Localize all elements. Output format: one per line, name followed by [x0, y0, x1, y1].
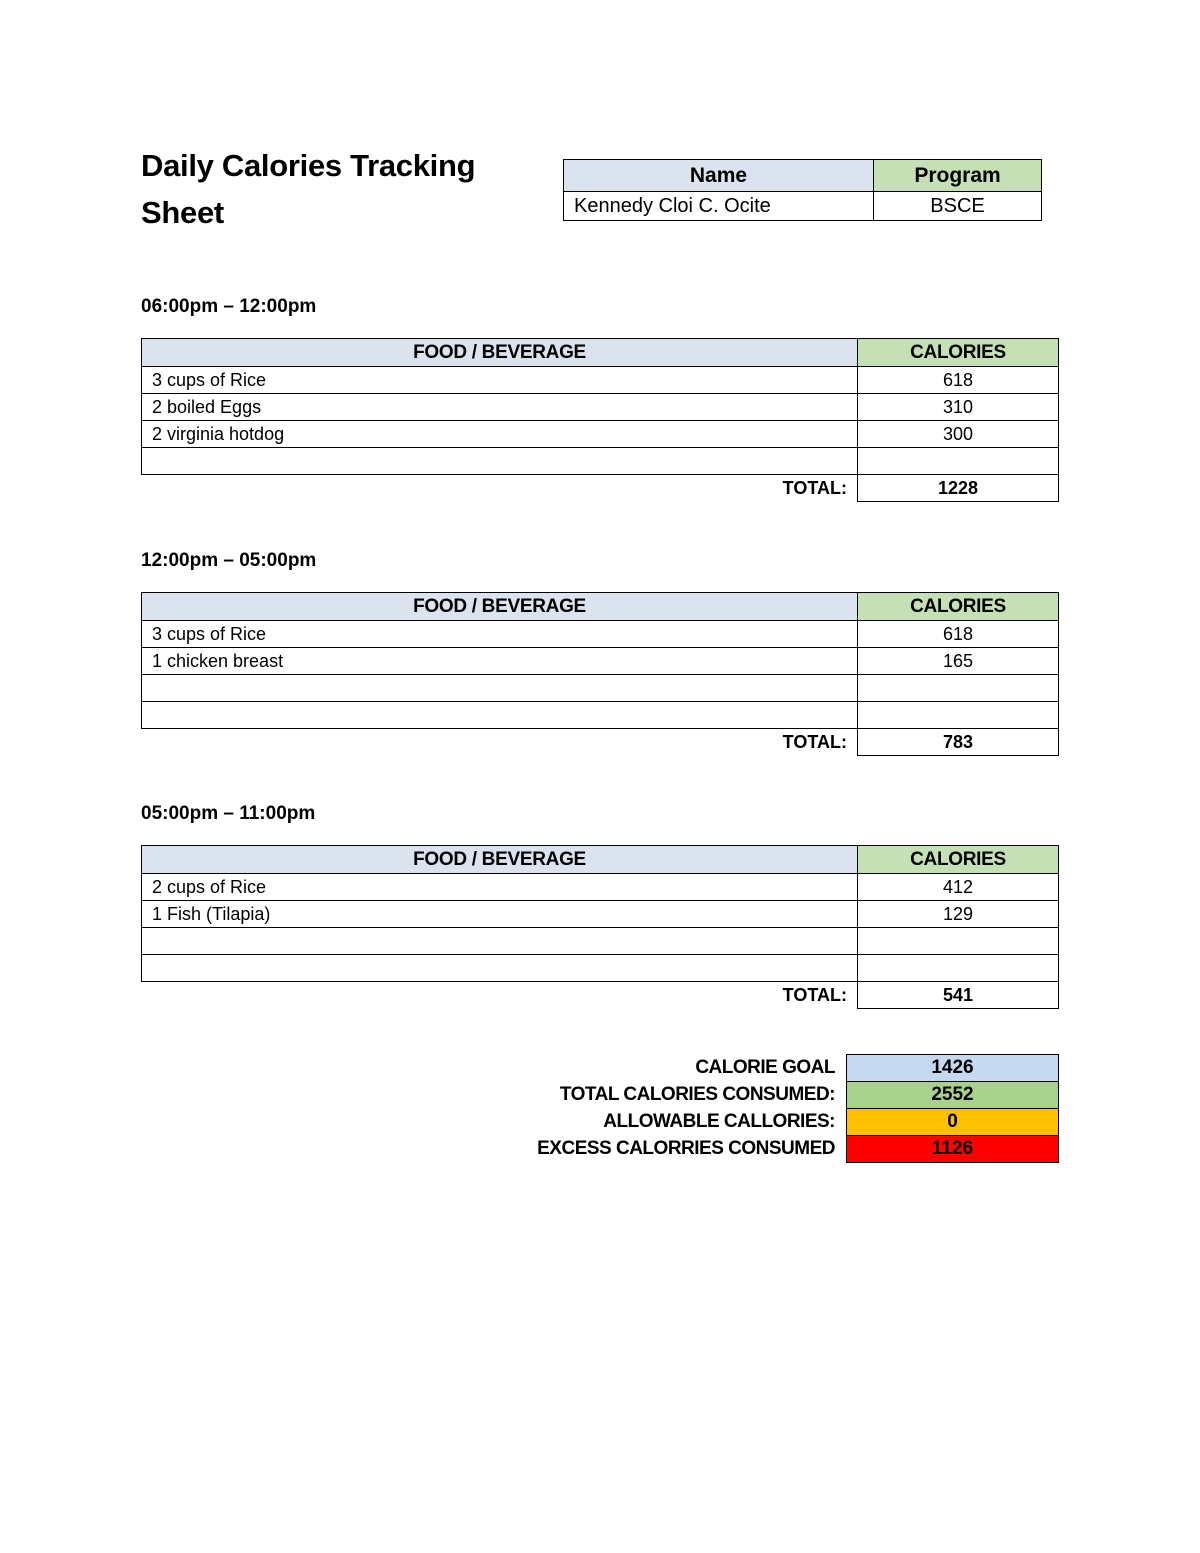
- food-column-header: FOOD / BEVERAGE: [142, 846, 858, 874]
- table-row: [142, 874, 1059, 901]
- name-header: Name: [564, 160, 874, 192]
- food-cell[interactable]: 2 cups of Rice: [142, 874, 858, 901]
- food-cell[interactable]: 2 virginia hotdog: [142, 421, 858, 448]
- food-cell[interactable]: 2 boiled Eggs: [142, 394, 858, 421]
- food-cell[interactable]: [142, 448, 858, 475]
- calories-column-header: CALORIES: [858, 846, 1059, 874]
- table-row: [142, 448, 1059, 475]
- calories-column-header: CALORIES: [858, 339, 1059, 367]
- total-row: [142, 729, 1059, 756]
- food-column-header: FOOD / BEVERAGE: [142, 593, 858, 621]
- food-cell[interactable]: [142, 928, 858, 955]
- student-info-table: [563, 159, 1042, 221]
- meal-period-1: 06:00pm – 12:00pm: [141, 296, 317, 317]
- food-cell[interactable]: [142, 955, 858, 982]
- calories-cell[interactable]: 165: [858, 648, 1059, 675]
- excess-calories-value: 1126: [847, 1136, 1059, 1163]
- meal-table-3: [141, 845, 1059, 1009]
- food-column-header: FOOD / BEVERAGE: [142, 339, 858, 367]
- table-row: [142, 928, 1059, 955]
- table-row: [142, 394, 1059, 421]
- meal-period-3: 05:00pm – 11:00pm: [141, 803, 316, 824]
- food-cell[interactable]: 1 chicken breast: [142, 648, 858, 675]
- table-row: [142, 702, 1059, 729]
- calories-cell[interactable]: [858, 448, 1059, 475]
- total-consumed-label: TOTAL CALORIES CONSUMED:: [559, 1084, 835, 1105]
- calories-cell[interactable]: 300: [858, 421, 1059, 448]
- table-row: [142, 901, 1059, 928]
- total-row: [142, 982, 1059, 1009]
- total-value: 1228: [858, 475, 1059, 502]
- allowable-calories-label: ALLOWABLE CALLORIES:: [603, 1111, 835, 1132]
- total-label: TOTAL:: [142, 475, 858, 502]
- food-cell[interactable]: [142, 675, 858, 702]
- total-label: TOTAL:: [142, 729, 858, 756]
- total-value: 541: [858, 982, 1059, 1009]
- excess-calories-label: EXCESS CALORRIES CONSUMED: [537, 1138, 835, 1159]
- table-row: [142, 648, 1059, 675]
- total-row: [142, 475, 1059, 502]
- table-row: [142, 367, 1059, 394]
- calories-cell[interactable]: 310: [858, 394, 1059, 421]
- table-row: [142, 621, 1059, 648]
- calories-cell[interactable]: [858, 955, 1059, 982]
- calories-cell[interactable]: 412: [858, 874, 1059, 901]
- summary-table: [846, 1054, 1059, 1163]
- table-row: [142, 675, 1059, 702]
- program-value[interactable]: BSCE: [874, 192, 1042, 221]
- food-cell[interactable]: 1 Fish (Tilapia): [142, 901, 858, 928]
- table-row: [142, 955, 1059, 982]
- calories-cell[interactable]: [858, 928, 1059, 955]
- calories-cell[interactable]: 618: [858, 367, 1059, 394]
- calorie-goal-label: CALORIE GOAL: [695, 1057, 835, 1078]
- calorie-goal-value: 1426: [847, 1055, 1059, 1082]
- calories-cell[interactable]: [858, 675, 1059, 702]
- food-cell[interactable]: [142, 702, 858, 729]
- meal-table-1: [141, 338, 1059, 502]
- name-value[interactable]: Kennedy Cloi C. Ocite: [564, 192, 874, 221]
- allowable-calories-value: 0: [847, 1109, 1059, 1136]
- calories-cell[interactable]: [858, 702, 1059, 729]
- calories-column-header: CALORIES: [858, 593, 1059, 621]
- meal-period-2: 12:00pm – 05:00pm: [141, 550, 317, 571]
- calories-cell[interactable]: 129: [858, 901, 1059, 928]
- program-header: Program: [874, 160, 1042, 192]
- table-row: [142, 421, 1059, 448]
- food-cell[interactable]: 3 cups of Rice: [142, 367, 858, 394]
- total-value: 783: [858, 729, 1059, 756]
- calories-cell[interactable]: 618: [858, 621, 1059, 648]
- total-label: TOTAL:: [142, 982, 858, 1009]
- meal-table-2: [141, 592, 1059, 756]
- food-cell[interactable]: 3 cups of Rice: [142, 621, 858, 648]
- page-title: Daily Calories Tracking Sheet: [141, 148, 476, 230]
- total-consumed-value: 2552: [847, 1082, 1059, 1109]
